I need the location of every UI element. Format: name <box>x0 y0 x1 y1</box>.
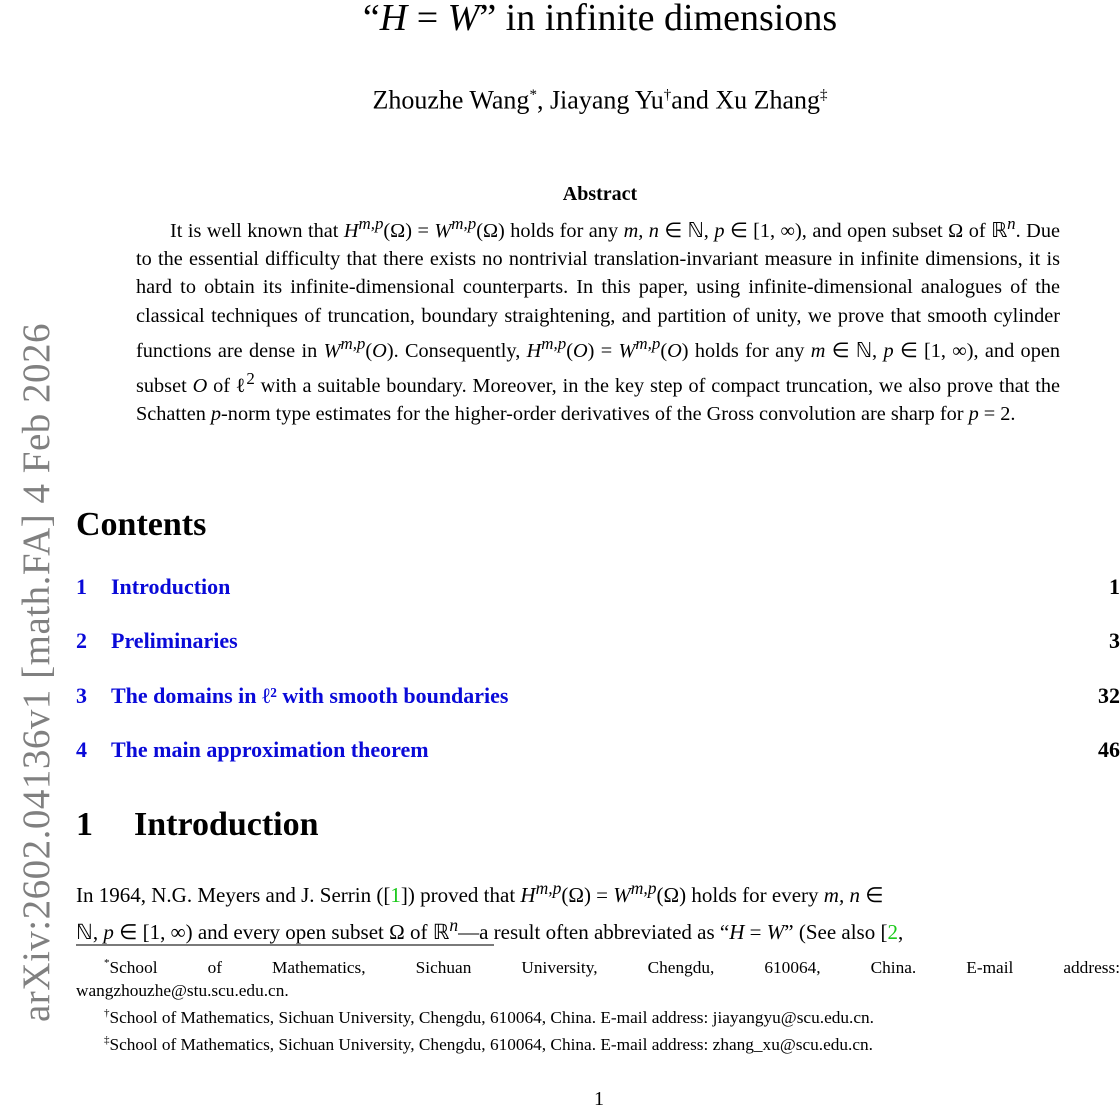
footnotes <box>76 952 1120 1056</box>
footnote-zhang: ‡School of Mathematics, Sichuan University, Chengdu, 610064, China. E-mail address: zhang_xu@scu.edu.cn. <box>104 1034 874 1054</box>
footnote-mark[interactable]: † <box>663 87 672 103</box>
footnote-divider <box>76 944 494 946</box>
footnote-wang: *School of Mathematics, Sichuan University, Chengdu, 610064, China. E-mail address: <box>104 957 1120 977</box>
author-name: Xu Zhang <box>715 85 821 115</box>
toc-page: 3 <box>1109 628 1120 653</box>
toc-entry-preliminaries[interactable] <box>76 628 1120 658</box>
page-number: 1 <box>594 1088 604 1110</box>
toc-link[interactable]: The main approximation theorem <box>111 737 429 762</box>
author-name: Zhouzhe Wang <box>372 85 530 115</box>
toc-page: 1 <box>1109 574 1120 599</box>
toc-link[interactable]: Preliminaries <box>111 628 238 653</box>
citation-link[interactable]: 1 <box>390 883 401 907</box>
introduction-paragraph <box>76 873 1120 947</box>
toc-entry-domains[interactable] <box>76 683 1120 713</box>
abstract-body: It is well known that H$^{m,p}$(Ω) = W$^{m,p}$(Ω) holds for any m, n ∈ ℕ, p ∈ [1, ∞), and open subset Ω of ℝ$^n$. Due to the essential difficulty that there exists no nontrivial translation-invariant measure in infinite dimensions, it is hard to obtain its infinite-dimensional counterparts. In this paper, using infinite-dimensional analogues of the classical techniques of truncation, boundary straightening, and partition of unity, we prove that smooth cylinder functions are dense in W$^{m,p}$(O). Consequently, H$^{m,p}$(O) = W$^{m,p}$(O) holds for any m ∈ ℕ, p ∈ [1, ∞), and open subset O of ℓ$^2$ with a suitable boundary. Moreover, in the key step of compact truncation, we also prove that the Schatten p-norm type estimates for the higher-order derivatives of the Gross convolution are sharp for p = 2. <box>136 214 1060 426</box>
toc-number: 3 <box>76 683 87 708</box>
abstract-heading: Abstract <box>562 183 638 205</box>
paper-title: “H = W” in infinite dimensions <box>362 0 838 39</box>
author-list: Zhouzhe Wang*, Jiayang Yu†and Xu Zhang‡ <box>372 85 828 115</box>
toc-number: 2 <box>76 628 87 653</box>
toc-link[interactable]: Introduction <box>111 574 231 599</box>
contents-heading: Contents <box>76 506 207 543</box>
arxiv-identifier-stamp: arXiv:2602.04136v1 [math.FA] 4 Feb 2026 <box>15 322 58 1022</box>
citation-link[interactable]: 2 <box>887 920 898 944</box>
text-line: In 1964, N.G. Meyers and J. Serrin ([1]) proved that H$^{m,p}$(Ω) = W$^{m,p}$(Ω) holds for every m, n ∈ <box>76 878 884 907</box>
toc-page: 46 <box>1098 737 1120 762</box>
footnote-mark[interactable]: ‡ <box>820 87 828 103</box>
toc-entry-main-theorem[interactable] <box>76 737 1120 767</box>
toc-number: 4 <box>76 737 87 762</box>
text-line: ℕ, p ∈ [1, ∞) and every open subset Ω of ℝ$^n$—a result often abbreviated as “H = W” (See also [2, <box>76 915 904 944</box>
toc-number: 1 <box>76 574 87 599</box>
toc-link[interactable]: The domains in ℓ² with smooth boundaries <box>111 683 509 708</box>
footnote-wang-email: wangzhouzhe@stu.scu.edu.cn. <box>76 980 289 1000</box>
footnote-yu: †School of Mathematics, Sichuan University, Chengdu, 610064, China. E-mail address: jiayangyu@scu.edu.cn. <box>104 1007 874 1027</box>
footnote-mark[interactable]: * <box>529 87 537 103</box>
toc-entry-introduction[interactable] <box>76 574 1120 604</box>
author-name: Jiayang Yu <box>549 85 664 115</box>
section-heading: 1 Introduction <box>76 806 319 843</box>
section-title: Introduction <box>134 806 319 843</box>
toc-page: 32 <box>1098 683 1120 708</box>
